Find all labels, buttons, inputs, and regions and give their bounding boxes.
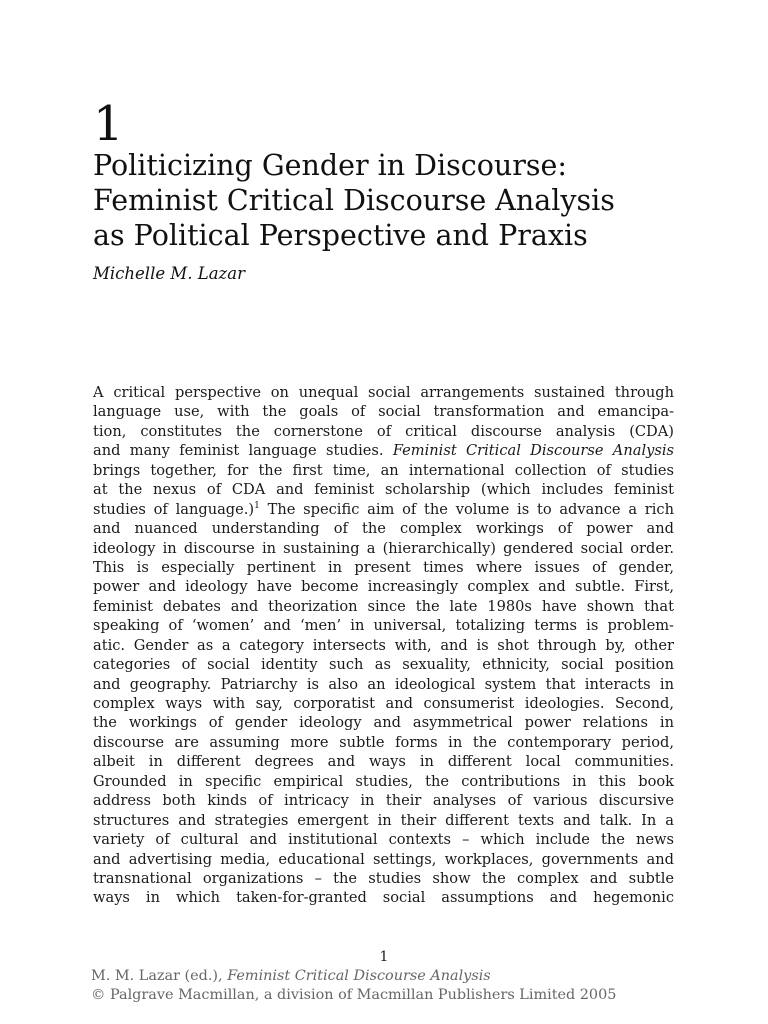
body-line: complex ways with say, corporatist and consumerist ideologies. Second, [93,695,674,712]
footer-citation-title: Feminist Critical Discourse Analysis [227,968,491,984]
body-line: speaking of ‘women’ and ‘men’ in universal, totalizing terms is problem- [93,617,674,635]
body-line: language use, with the goals of social transformation and emancipa- [93,403,674,421]
body-line-text: studies of language.) [93,500,255,518]
body-line: categories of social identity such as sexuality, ethnicity, social position [93,656,674,674]
body-line: variety of cultural and institutional contexts – which include the news [93,831,674,849]
body-line: atic. Gender as a category intersects with, and is shot through by, other [93,636,674,654]
body-line: structures and strategies emergent in their different texts and talk. In a [93,811,674,829]
body-line: albeit in different degrees and ways in different local communities. [93,753,674,771]
body-line-text: The specific aim of the volume is to advance a rich [259,500,674,518]
body-line-with-title [93,441,674,460]
body-line-with-footnote [93,500,674,519]
chapter-title [93,148,693,253]
body-line: address both kinds of intricacy in their analyses of various discursive [93,792,674,810]
chapter-title-line: Feminist Critical Discourse Analysis [93,184,615,217]
footer-citation [91,967,616,986]
body-line: transnational organizations – the studies show the complex and subtle [93,869,674,887]
body-line-text: and many feminist language studies. [93,442,384,460]
footer-copyright: © Palgrave Macmillan, a division of Macmillan Publishers Limited 2005 [91,987,617,1003]
body-line: brings together, for the first time, an international collection of studies [93,461,674,479]
body-line: power and ideology have become increasingly complex and subtle. First, [93,578,674,596]
body-line: and advertising media, educational settings, workplaces, governments and [93,850,674,868]
body-line: A critical perspective on unequal social arrangements sustained through [93,384,674,401]
chapter-title-line: as Political Perspective and Praxis [93,219,588,252]
body-line: the workings of gender ideology and asymmetrical power relations in [93,714,674,732]
body-line: This is especially pertinent in present times where issues of gender, [93,558,674,576]
body-line: ideology in discourse in sustaining a (hierarchically) gendered social order. [93,539,674,557]
footer-citation-prefix: M. M. Lazar (ed.), [91,968,228,984]
body-line: tion, constitutes the cornerstone of critical discourse analysis (CDA) [93,422,674,440]
body-line: and geography. Patriarchy is also an ideological system that interacts in [93,675,674,693]
page-number: 1 [379,949,389,965]
footnote-marker[interactable]: 1 [254,500,260,511]
book-title-italic: Feminist Critical Discourse Analysis [392,442,674,460]
body-line: Grounded in specific empirical studies, the contributions in this book [93,772,674,790]
body-line: discourse are assuming more subtle forms in the contemporary period, [93,733,674,751]
page-footer [91,967,616,1005]
body-line: ways in which taken-for-granted social assumptions and hegemonic [93,889,674,907]
chapter-number: 1 [93,96,124,152]
body-paragraph [93,383,674,908]
chapter-title-line: Politicizing Gender in Discourse: [93,149,567,182]
body-line: at the nexus of CDA and feminist scholarship (which includes feminist [93,481,674,499]
body-line: and nuanced understanding of the complex workings of power and [93,520,674,538]
body-line: feminist debates and theorization since the late 1980s have shown that [93,597,674,615]
author-name: Michelle M. Lazar [93,264,245,283]
